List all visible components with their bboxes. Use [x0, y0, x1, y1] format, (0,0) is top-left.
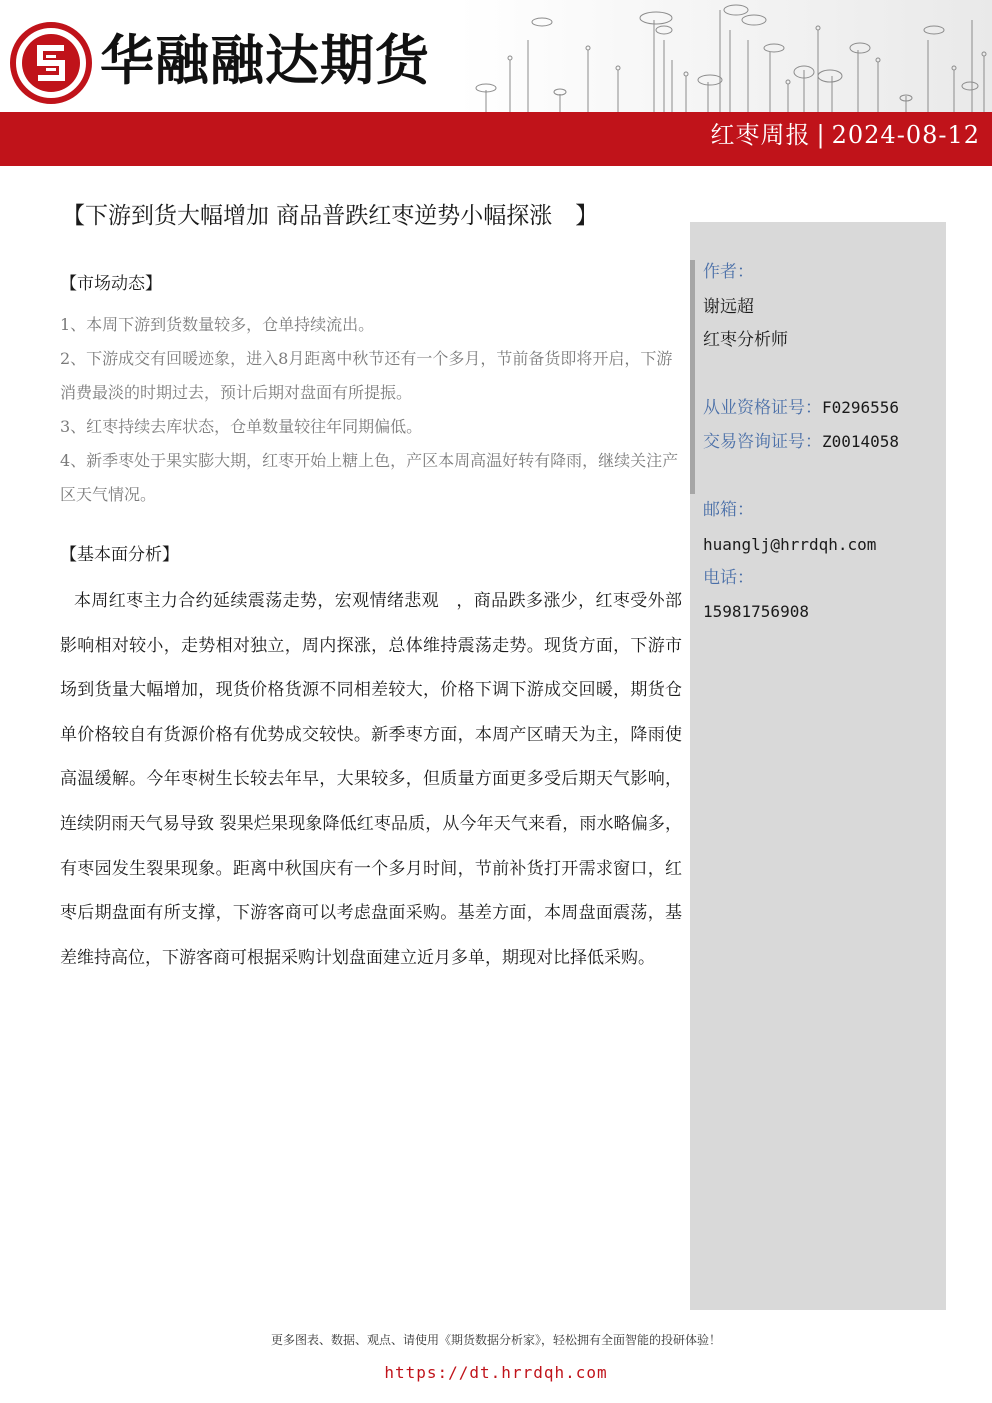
phone-number: 15981756908: [703, 602, 809, 621]
analysis-heading: 【基本面分析】: [60, 545, 179, 565]
qualification-line: [703, 395, 899, 421]
consult-number: Z0014058: [822, 432, 900, 451]
market-list: [60, 308, 680, 512]
company-name: 华融融达期货: [100, 29, 430, 92]
footer-link[interactable]: https://dt.hrrdqh.com: [384, 1363, 608, 1382]
report-name: 红枣周报: [710, 121, 811, 149]
consult-line: [703, 429, 899, 455]
qualification-number: F0296556: [822, 398, 900, 417]
report-title: [711, 119, 980, 151]
analysis-body: 本周红枣主力合约延续震荡走势，宏观情绪悲观 ，商品跌多涨少，红枣受外部影响相对较小，走势相对独立，周内探涨，总体维持震荡走势。现货方面，下游市场到货量大幅增加，现货价格货源不同相差较大，价格下调下游成交回暖，期货仓单价格较自有货源价格有优势成交较快。新季枣方面，本周产区晴天为主，降雨使高温缓解。今年枣树生长较去年早，大果较多，但质量方面更多受后期天气影响，连续阴雨天气易导致 裂果烂果现象降低红枣品质，从今年天气来看，雨水略偏多，有枣园发生裂果现象。距离中秋国庆有一个多月时间，节前补货打开需求窗口，红枣后期盘面有所支撑，下游客商可以考虑盘面采购。基差方面，本周盘面震荡，基差维持高位，下游客商可根据采购计划盘面建立近月多单，期现对比择低采购。: [60, 591, 682, 968]
author-name: 谢远超: [703, 297, 754, 317]
report-header: [0, 0, 992, 168]
report-date: 2024-08-12: [831, 121, 980, 149]
company-logo-icon: [10, 22, 92, 104]
document-title: 【下游到货大幅增加 商品普跌红枣逆势小幅探涨 】: [62, 203, 599, 229]
email-address[interactable]: huanglj@hrrdqh.com: [703, 535, 877, 554]
footer-note: 更多图表、数据、观点、请使用《期货数据分析家》，轻松拥有全面智能的投研体验！: [270, 1333, 721, 1347]
sidebar-accent-bar: [690, 260, 695, 494]
header-decoration: [458, 0, 992, 112]
market-heading: 【市场动态】: [60, 274, 162, 294]
market-item: 4、新季枣处于果实膨大期，红枣开始上糖上色，产区本周高温好转有降雨，继续关注产区天气情况。: [60, 451, 679, 504]
market-item: 3、红枣持续去库状态，仓单数量较往年同期偏低。: [60, 417, 423, 436]
author-title: 红枣分析师: [703, 330, 788, 350]
author-sidebar: [690, 222, 946, 1310]
phone-label: 电话：: [703, 568, 754, 588]
qualification-label: 从业资格证号：: [703, 398, 822, 418]
title-separator: |: [816, 121, 826, 149]
market-item: 2、下游成交有回暖迹象，进入8月距离中秋节还有一个多月，节前备货即将开启，下游消费最淡的时期过去，预计后期对盘面有所提振。: [60, 349, 673, 402]
consult-label: 交易咨询证号：: [703, 432, 822, 452]
email-label: 邮箱：: [703, 500, 754, 520]
market-item: 1、本周下游到货数量较多，仓单持续流出。: [60, 315, 375, 334]
author-label: 作者：: [703, 262, 754, 282]
